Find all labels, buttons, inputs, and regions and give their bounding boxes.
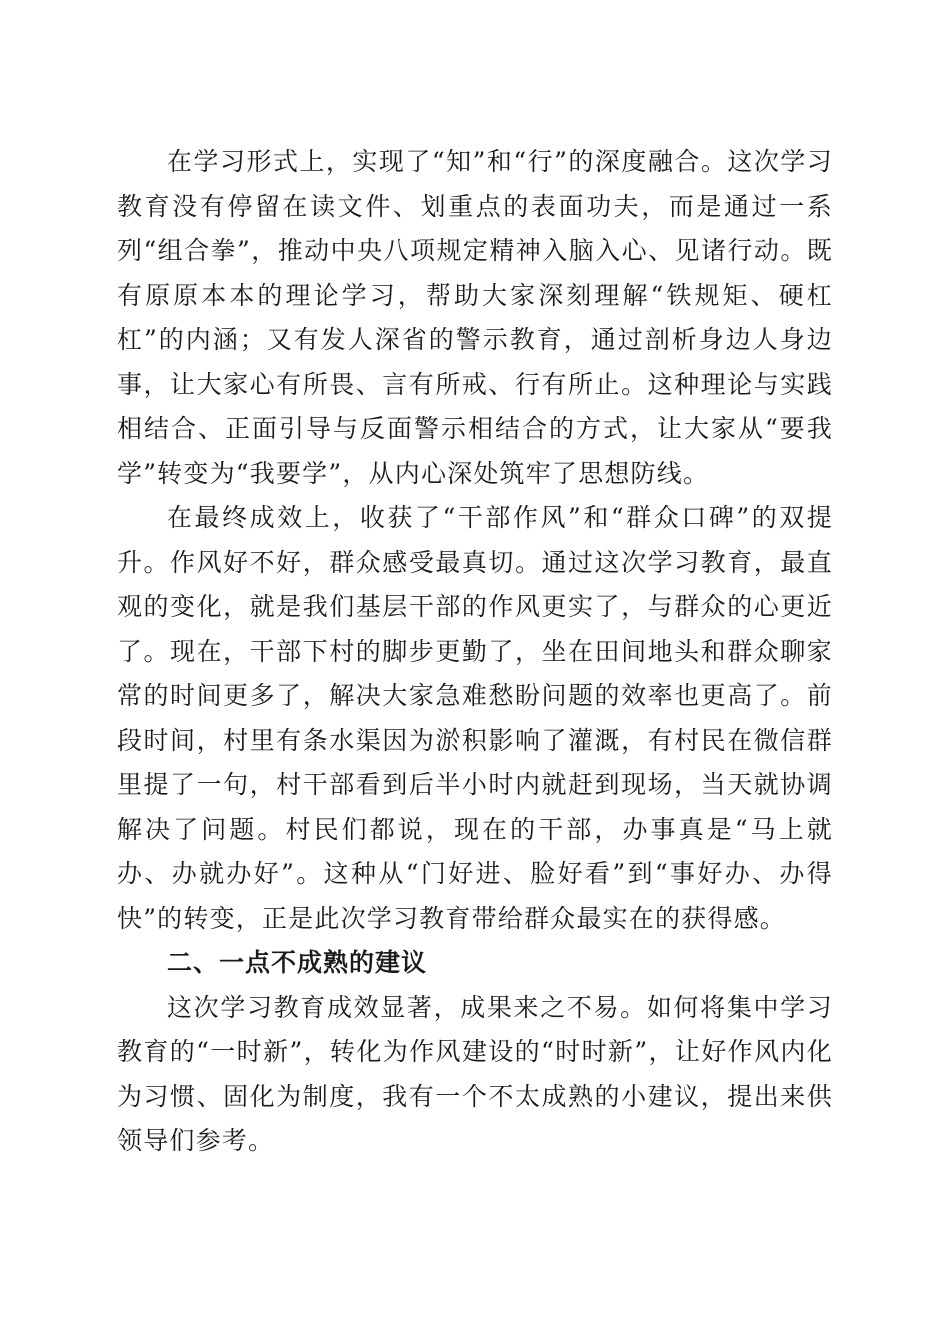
- paragraph-final-results: 在最终成效上，收获了“干部作风”和“群众口碑”的双提升。作风好不好，群众感受最真切。通过这次学习教育，最直观的变化，就是我们基层干部的作风更实了，与群众的心更近了。现在，干部下村的脚步更勤了，坐在田间地头和群众聊家常的时间更多了，解决大家急难愁盼问题的效率也更高了。前段时间，村里有条水渠因为淤积影响了灌溉，有村民在微信群里提了一句，村干部看到后半小时内就赶到现场，当天就协调解决了问题。村民们都说，现在的干部，办事真是“马上就办、办就办好”。这种从“门好进、脸好看”到“事好办、办得快”的转变，正是此次学习教育带给群众最实在的获得感。: [117, 503, 833, 933]
- paragraph-suggestion-intro: 这次学习教育成效显著，成果来之不易。如何将集中学习教育的“一时新”，转化为作风建设的“时时新”，让好作风内化为习惯、固化为制度，我有一个不太成熟的小建议，提出来供领导们参考。: [117, 992, 833, 1155]
- section-heading: 二、一点不成熟的建议: [167, 948, 428, 977]
- paragraph-learning-form: 在学习形式上，实现了“知”和“行”的深度融合。这次学习教育没有停留在读文件、划重点的表面功夫，而是通过一系列“组合拳”，推动中央八项规定精神入脑入心、见诸行动。既有原原本本的理论学习，帮助大家深刻理解“铁规矩、硬杠杠”的内涵；又有发人深省的警示教育，通过剖析身边人身边事，让大家心有所畏、言有所戒、行有所止。这种理论与实践相结合、正面引导与反面警示相结合的方式，让大家从“要我学”转变为“我要学”，从内心深处筑牢了思想防线。: [117, 147, 833, 488]
- document-body: [117, 140, 833, 1164]
